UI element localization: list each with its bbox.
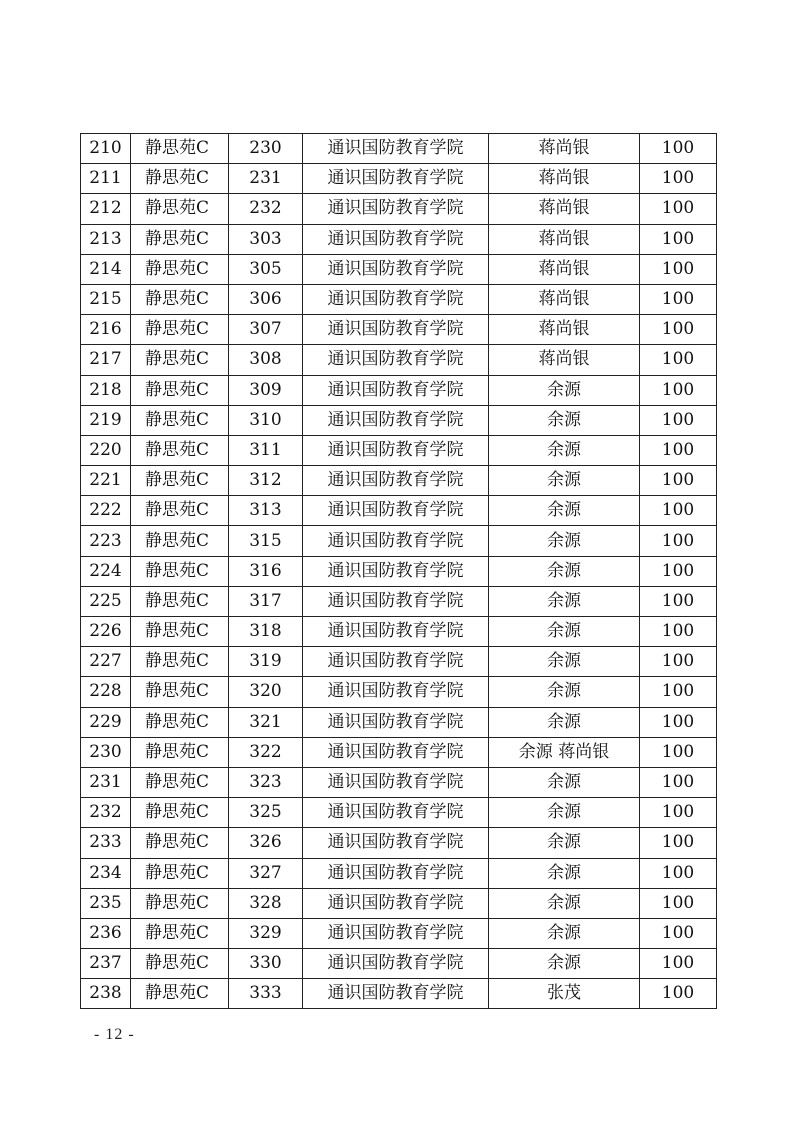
college-cell: 通识国防教育学院: [303, 617, 489, 647]
table-row: [81, 677, 717, 707]
room-cell: 231: [229, 164, 303, 194]
room-cell: 316: [229, 556, 303, 586]
table-row: [81, 586, 717, 616]
serial-cell: 237: [81, 949, 131, 979]
room-cell: 306: [229, 284, 303, 314]
teacher-cell: 蒋尚银: [489, 345, 640, 375]
teacher-cell: 余源: [489, 435, 640, 465]
score-cell: 100: [640, 798, 717, 828]
building-cell: 静思苑C: [131, 677, 229, 707]
college-cell: 通识国防教育学院: [303, 647, 489, 677]
teacher-cell: 蒋尚银: [489, 315, 640, 345]
room-cell: 309: [229, 375, 303, 405]
teacher-cell: 蒋尚银: [489, 254, 640, 284]
building-cell: 静思苑C: [131, 737, 229, 767]
college-cell: 通识国防教育学院: [303, 556, 489, 586]
college-cell: 通识国防教育学院: [303, 284, 489, 314]
score-cell: 100: [640, 617, 717, 647]
score-cell: 100: [640, 254, 717, 284]
table-row: [81, 798, 717, 828]
teacher-cell: 余源: [489, 405, 640, 435]
college-cell: 通识国防教育学院: [303, 466, 489, 496]
building-cell: 静思苑C: [131, 164, 229, 194]
college-cell: 通识国防教育学院: [303, 134, 489, 164]
score-cell: 100: [640, 224, 717, 254]
serial-cell: 224: [81, 556, 131, 586]
table-row: [81, 315, 717, 345]
serial-cell: 222: [81, 496, 131, 526]
building-cell: 静思苑C: [131, 345, 229, 375]
room-cell: 328: [229, 888, 303, 918]
room-cell: 318: [229, 617, 303, 647]
building-cell: 静思苑C: [131, 466, 229, 496]
teacher-cell: 余源: [489, 526, 640, 556]
serial-cell: 225: [81, 586, 131, 616]
table-row: [81, 617, 717, 647]
serial-cell: 212: [81, 194, 131, 224]
room-cell: 319: [229, 647, 303, 677]
college-cell: 通识国防教育学院: [303, 405, 489, 435]
teacher-cell: 余源: [489, 586, 640, 616]
score-cell: 100: [640, 496, 717, 526]
table-row: [81, 828, 717, 858]
serial-cell: 232: [81, 798, 131, 828]
college-cell: 通识国防教育学院: [303, 224, 489, 254]
score-cell: 100: [640, 556, 717, 586]
room-cell: 333: [229, 979, 303, 1009]
teacher-cell: 余源: [489, 918, 640, 948]
table-row: [81, 224, 717, 254]
serial-cell: 230: [81, 737, 131, 767]
building-cell: 静思苑C: [131, 224, 229, 254]
college-cell: 通识国防教育学院: [303, 949, 489, 979]
score-cell: 100: [640, 375, 717, 405]
college-cell: 通识国防教育学院: [303, 828, 489, 858]
room-table: [80, 133, 717, 1009]
table-row: [81, 375, 717, 405]
score-cell: 100: [640, 586, 717, 616]
score-cell: 100: [640, 707, 717, 737]
college-cell: 通识国防教育学院: [303, 918, 489, 948]
table-row: [81, 496, 717, 526]
table-row: [81, 647, 717, 677]
serial-cell: 215: [81, 284, 131, 314]
room-cell: 317: [229, 586, 303, 616]
building-cell: 静思苑C: [131, 979, 229, 1009]
room-cell: 326: [229, 828, 303, 858]
serial-cell: 231: [81, 767, 131, 797]
score-cell: 100: [640, 979, 717, 1009]
college-cell: 通识国防教育学院: [303, 798, 489, 828]
room-cell: 323: [229, 767, 303, 797]
college-cell: 通识国防教育学院: [303, 526, 489, 556]
college-cell: 通识国防教育学院: [303, 737, 489, 767]
building-cell: 静思苑C: [131, 315, 229, 345]
teacher-cell: 蒋尚银: [489, 164, 640, 194]
serial-cell: 216: [81, 315, 131, 345]
teacher-cell: 余源: [489, 828, 640, 858]
college-cell: 通识国防教育学院: [303, 858, 489, 888]
table-row: [81, 767, 717, 797]
score-cell: 100: [640, 677, 717, 707]
college-cell: 通识国防教育学院: [303, 435, 489, 465]
building-cell: 静思苑C: [131, 134, 229, 164]
college-cell: 通识国防教育学院: [303, 315, 489, 345]
college-cell: 通识国防教育学院: [303, 677, 489, 707]
college-cell: 通识国防教育学院: [303, 254, 489, 284]
college-cell: 通识国防教育学院: [303, 707, 489, 737]
building-cell: 静思苑C: [131, 798, 229, 828]
table-row: [81, 979, 717, 1009]
room-table-body: [81, 134, 717, 1009]
teacher-cell: 余源: [489, 647, 640, 677]
building-cell: 静思苑C: [131, 496, 229, 526]
room-cell: 230: [229, 134, 303, 164]
table-row: [81, 556, 717, 586]
table-row: [81, 888, 717, 918]
table-row: [81, 345, 717, 375]
serial-cell: 210: [81, 134, 131, 164]
page-number: - 12 -: [94, 1026, 135, 1043]
building-cell: 静思苑C: [131, 586, 229, 616]
serial-cell: 229: [81, 707, 131, 737]
serial-cell: 217: [81, 345, 131, 375]
score-cell: 100: [640, 435, 717, 465]
teacher-cell: 余源: [489, 466, 640, 496]
room-cell: 312: [229, 466, 303, 496]
room-cell: 329: [229, 918, 303, 948]
room-cell: 330: [229, 949, 303, 979]
score-cell: 100: [640, 315, 717, 345]
score-cell: 100: [640, 466, 717, 496]
table-row: [81, 194, 717, 224]
college-cell: 通识国防教育学院: [303, 345, 489, 375]
teacher-cell: 余源: [489, 858, 640, 888]
room-cell: 325: [229, 798, 303, 828]
teacher-cell: 张茂: [489, 979, 640, 1009]
teacher-cell: 蒋尚银: [489, 194, 640, 224]
table-row: [81, 466, 717, 496]
table-row: [81, 526, 717, 556]
building-cell: 静思苑C: [131, 556, 229, 586]
score-cell: 100: [640, 405, 717, 435]
score-cell: 100: [640, 164, 717, 194]
building-cell: 静思苑C: [131, 375, 229, 405]
building-cell: 静思苑C: [131, 435, 229, 465]
table-row: [81, 254, 717, 284]
teacher-cell: 余源: [489, 888, 640, 918]
building-cell: 静思苑C: [131, 617, 229, 647]
table-row: [81, 949, 717, 979]
building-cell: 静思苑C: [131, 707, 229, 737]
serial-cell: 221: [81, 466, 131, 496]
teacher-cell: 余源: [489, 375, 640, 405]
teacher-cell: 蒋尚银: [489, 224, 640, 254]
serial-cell: 228: [81, 677, 131, 707]
building-cell: 静思苑C: [131, 194, 229, 224]
building-cell: 静思苑C: [131, 888, 229, 918]
building-cell: 静思苑C: [131, 949, 229, 979]
college-cell: 通识国防教育学院: [303, 164, 489, 194]
room-cell: 308: [229, 345, 303, 375]
serial-cell: 219: [81, 405, 131, 435]
building-cell: 静思苑C: [131, 828, 229, 858]
score-cell: 100: [640, 888, 717, 918]
score-cell: 100: [640, 345, 717, 375]
teacher-cell: 余源: [489, 556, 640, 586]
building-cell: 静思苑C: [131, 767, 229, 797]
room-cell: 321: [229, 707, 303, 737]
table-row: [81, 918, 717, 948]
score-cell: 100: [640, 828, 717, 858]
college-cell: 通识国防教育学院: [303, 888, 489, 918]
college-cell: 通识国防教育学院: [303, 586, 489, 616]
table-row: [81, 707, 717, 737]
teacher-cell: 余源: [489, 677, 640, 707]
teacher-cell: 余源: [489, 496, 640, 526]
table-row: [81, 134, 717, 164]
room-cell: 232: [229, 194, 303, 224]
serial-cell: 214: [81, 254, 131, 284]
table-row: [81, 435, 717, 465]
score-cell: 100: [640, 284, 717, 314]
room-cell: 320: [229, 677, 303, 707]
room-cell: 327: [229, 858, 303, 888]
score-cell: 100: [640, 526, 717, 556]
building-cell: 静思苑C: [131, 647, 229, 677]
building-cell: 静思苑C: [131, 405, 229, 435]
room-cell: 307: [229, 315, 303, 345]
serial-cell: 211: [81, 164, 131, 194]
room-cell: 303: [229, 224, 303, 254]
score-cell: 100: [640, 918, 717, 948]
college-cell: 通识国防教育学院: [303, 194, 489, 224]
building-cell: 静思苑C: [131, 858, 229, 888]
teacher-cell: 余源: [489, 707, 640, 737]
score-cell: 100: [640, 767, 717, 797]
teacher-cell: 余源: [489, 767, 640, 797]
serial-cell: 218: [81, 375, 131, 405]
teacher-cell: 余源 蒋尚银: [489, 737, 640, 767]
teacher-cell: 余源: [489, 949, 640, 979]
room-cell: 315: [229, 526, 303, 556]
teacher-cell: 蒋尚银: [489, 134, 640, 164]
table-row: [81, 737, 717, 767]
building-cell: 静思苑C: [131, 254, 229, 284]
serial-cell: 238: [81, 979, 131, 1009]
teacher-cell: 余源: [489, 617, 640, 647]
room-cell: 305: [229, 254, 303, 284]
room-cell: 313: [229, 496, 303, 526]
teacher-cell: 蒋尚银: [489, 284, 640, 314]
score-cell: 100: [640, 737, 717, 767]
score-cell: 100: [640, 949, 717, 979]
table-row: [81, 164, 717, 194]
building-cell: 静思苑C: [131, 284, 229, 314]
serial-cell: 223: [81, 526, 131, 556]
score-cell: 100: [640, 134, 717, 164]
building-cell: 静思苑C: [131, 918, 229, 948]
score-cell: 100: [640, 858, 717, 888]
serial-cell: 226: [81, 617, 131, 647]
serial-cell: 236: [81, 918, 131, 948]
serial-cell: 220: [81, 435, 131, 465]
score-cell: 100: [640, 647, 717, 677]
serial-cell: 233: [81, 828, 131, 858]
table-row: [81, 858, 717, 888]
serial-cell: 227: [81, 647, 131, 677]
college-cell: 通识国防教育学院: [303, 375, 489, 405]
college-cell: 通识国防教育学院: [303, 767, 489, 797]
room-cell: 322: [229, 737, 303, 767]
table-row: [81, 284, 717, 314]
room-cell: 310: [229, 405, 303, 435]
teacher-cell: 余源: [489, 798, 640, 828]
room-cell: 311: [229, 435, 303, 465]
table-row: [81, 405, 717, 435]
serial-cell: 234: [81, 858, 131, 888]
serial-cell: 213: [81, 224, 131, 254]
serial-cell: 235: [81, 888, 131, 918]
building-cell: 静思苑C: [131, 526, 229, 556]
score-cell: 100: [640, 194, 717, 224]
college-cell: 通识国防教育学院: [303, 979, 489, 1009]
college-cell: 通识国防教育学院: [303, 496, 489, 526]
